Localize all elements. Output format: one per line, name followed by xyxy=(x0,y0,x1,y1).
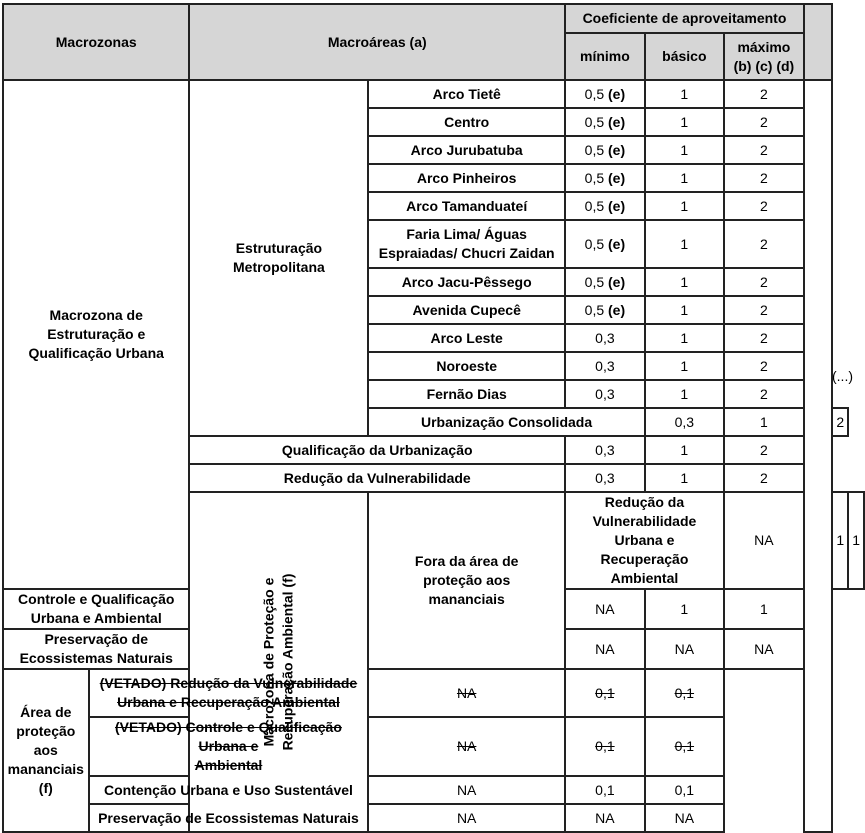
min-value: 0,3 xyxy=(565,380,645,408)
min-value: 0,5 (e) xyxy=(565,108,645,136)
min-value: NA xyxy=(368,804,565,832)
min-value: 0,3 xyxy=(645,408,724,436)
max-value: 2 xyxy=(724,436,804,464)
min-value: 0,3 xyxy=(565,324,645,352)
subarea-name: Arco Tamanduateí xyxy=(368,192,565,220)
max-value: 2 xyxy=(724,324,804,352)
macroarea-name: Redução da Vulnerabilidade Urbana e Recuperação Ambiental xyxy=(565,492,724,589)
max-value: 2 xyxy=(724,268,804,296)
macroarea-name: Controle e Qualificação Urbana e Ambiental xyxy=(3,589,189,629)
header-row-1 xyxy=(3,4,864,33)
header-basico: básico xyxy=(645,33,724,80)
max-value: 2 xyxy=(724,80,804,108)
min-value: 0,5 (e) xyxy=(565,220,645,268)
macrozona-estruturacao: Macrozona de Estruturação e Qualificação Urbana xyxy=(3,80,189,589)
macroarea-name: Redução da Vulnerabilidade xyxy=(189,464,565,492)
header-minimo: mínimo xyxy=(565,33,645,80)
subarea-name: Fernão Dias xyxy=(368,380,565,408)
bas-value: 1 xyxy=(724,408,804,436)
bas-value: 1 xyxy=(645,296,724,324)
bas-value: 1 xyxy=(645,352,724,380)
subarea-name: Arco Pinheiros xyxy=(368,164,565,192)
min-value: 0,5 (e) xyxy=(565,192,645,220)
bas-value: 1 xyxy=(645,324,724,352)
min-value: 0,5 (e) xyxy=(565,80,645,108)
subarea-name: Centro xyxy=(368,108,565,136)
max-value: 0,1 xyxy=(645,669,724,717)
min-value: 0,3 xyxy=(565,464,645,492)
bas-value: NA xyxy=(565,804,645,832)
min-value: 0,5 (e) xyxy=(565,136,645,164)
min-value: 0,3 xyxy=(565,436,645,464)
bas-value: 1 xyxy=(645,380,724,408)
header-macroareas: Macroáreas (a) xyxy=(189,4,565,80)
min-value: 0,5 (e) xyxy=(565,268,645,296)
header-extra-cell xyxy=(804,4,832,80)
macroarea-name-vetado: (VETADO) Controle e Qualificação Urbana e Ambiental xyxy=(89,717,369,776)
min-value: NA xyxy=(368,717,565,776)
table-row xyxy=(3,717,864,776)
min-value: NA xyxy=(724,492,804,589)
macroarea-name: Preservação de Ecossistemas Naturais xyxy=(3,629,189,669)
bas-value: 1 xyxy=(645,436,724,464)
bas-value: 1 xyxy=(645,268,724,296)
bas-value: 0,1 xyxy=(565,717,645,776)
subarea-name: Arco Tietê xyxy=(368,80,565,108)
fora-area-protecao: Fora da área de proteção aos mananciais xyxy=(368,492,565,669)
subarea-name: Noroeste xyxy=(368,352,565,380)
bas-value: 1 xyxy=(645,464,724,492)
table-row xyxy=(3,804,864,832)
min-value: 0,5 (e) xyxy=(565,164,645,192)
bas-value: 1 xyxy=(645,136,724,164)
max-value: 2 xyxy=(724,220,804,268)
min-value: NA xyxy=(368,669,565,717)
header-macrozonas: Macrozonas xyxy=(3,4,189,80)
max-value: 2 xyxy=(724,136,804,164)
max-value: 2 xyxy=(724,296,804,324)
max-value: 2 xyxy=(832,408,848,436)
min-value: 0,3 xyxy=(565,352,645,380)
coeficiente-table xyxy=(2,3,865,833)
area-protecao-mananciais: Área de proteção aos mananciais (f) xyxy=(3,669,89,832)
subarea-name: Faria Lima/ Águas Espraiadas/ Chucri Zaidan xyxy=(368,220,565,268)
max-value: 2 xyxy=(724,192,804,220)
header-coeficiente: Coeficiente de aproveitamento xyxy=(565,4,804,33)
macroarea-name: Contenção Urbana e Uso Sustentável xyxy=(89,776,369,804)
bas-value: 1 xyxy=(645,192,724,220)
min-value: NA xyxy=(368,776,565,804)
max-value: 0,1 xyxy=(645,776,724,804)
macroarea-name: Qualificação da Urbanização xyxy=(189,436,565,464)
bas-value: 0,1 xyxy=(565,669,645,717)
ellipsis-column xyxy=(804,80,832,832)
table-row xyxy=(3,80,864,108)
max-value: 1 xyxy=(848,492,864,589)
max-value: 1 xyxy=(724,589,804,629)
max-value: 2 xyxy=(724,352,804,380)
max-value: NA xyxy=(724,629,804,669)
subarea-name: Arco Jacu-Pêssego xyxy=(368,268,565,296)
bas-value: 1 xyxy=(645,589,724,629)
table-row xyxy=(3,776,864,804)
ellipsis-text: (...) xyxy=(832,368,853,384)
subarea-name: Arco Leste xyxy=(368,324,565,352)
header-maximo: máximo (b) (c) (d) xyxy=(724,33,804,80)
macroarea-name-vetado: (VETADO) Redução da Vulnerabilidade Urbana e Recuperação Ambiental xyxy=(89,669,369,717)
max-value: 2 xyxy=(724,380,804,408)
bas-value: 1 xyxy=(645,164,724,192)
bas-value: 1 xyxy=(645,108,724,136)
macroarea-name: Urbanização Consolidada xyxy=(368,408,644,436)
bas-value: 1 xyxy=(645,80,724,108)
max-value: NA xyxy=(645,804,724,832)
bas-value: NA xyxy=(645,629,724,669)
min-value: NA xyxy=(565,629,645,669)
subarea-name: Arco Jurubatuba xyxy=(368,136,565,164)
macrozona-protecao: Macrozona de Proteção e Recuperação Ambiental (f) xyxy=(189,492,368,832)
bas-value: 1 xyxy=(645,220,724,268)
table-row xyxy=(3,669,864,717)
bas-value: 0,1 xyxy=(565,776,645,804)
min-value: 0,5 (e) xyxy=(565,296,645,324)
max-value: 2 xyxy=(724,464,804,492)
min-value: NA xyxy=(565,589,645,629)
max-value: 2 xyxy=(724,164,804,192)
macroarea-estruturacao-metropolitana: Estruturação Metropolitana xyxy=(189,80,368,436)
max-value: 2 xyxy=(724,108,804,136)
bas-value: 1 xyxy=(832,492,848,589)
max-value: 0,1 xyxy=(645,717,724,776)
subarea-name: Avenida Cupecê xyxy=(368,296,565,324)
macroarea-name: Preservação de Ecossistemas Naturais xyxy=(89,804,369,832)
